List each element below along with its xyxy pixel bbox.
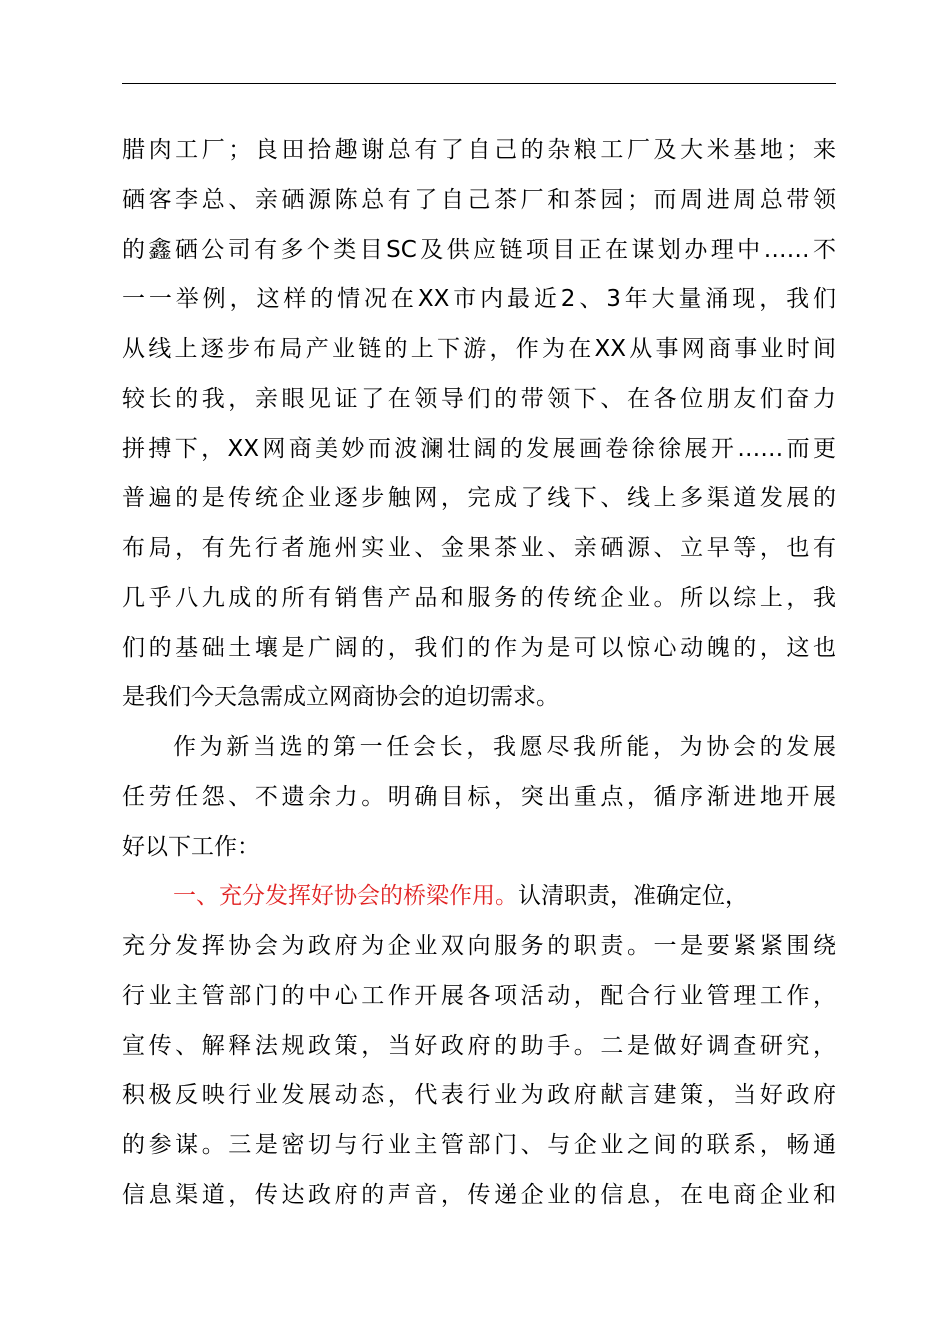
text-line: 拼搏下，XX网商美妙而波澜壮阔的发展画卷徐徐展开……而更 — [122, 435, 836, 462]
text-line: 一一举例，这样的情况在XX市内最近2、3年大量涌现，我们 — [122, 286, 836, 313]
text-line: 充分发挥协会为政府为企业双向服务的职责。一是要紧紧围绕 — [122, 933, 836, 959]
text-line: 几乎八九成的所有销售产品和服务的传统企业。所以综上，我 — [122, 584, 836, 611]
text-line: 任劳任怨、不遗余力。明确目标，突出重点，循序渐进地开展 — [122, 783, 836, 810]
document-body — [122, 126, 836, 1221]
text-line: 的鑫硒公司有多个类目SC及供应链项目正在谋划办理中……不 — [122, 236, 836, 263]
section-heading-rest: 认清职责，准确定位， — [518, 883, 748, 910]
text-line: 硒客李总、亲硒源陈总有了自己茶厂和茶园；而周进周总带领 — [122, 186, 836, 213]
text-line: 行业主管部门的中心工作开展各项活动，配合行业管理工作， — [122, 982, 836, 1009]
paragraph-first-line: 作为新当选的第一任会长，我愿尽我所能，为协会的发展 — [173, 734, 836, 760]
text-line: 信息渠道，传达政府的声音，传递企业的信息，在电商企业和 — [122, 1181, 836, 1208]
text-line: 普遍的是传统企业逐步触网，完成了线下、线上多渠道发展的 — [122, 485, 836, 512]
text-line: 布局，有先行者施州实业、金果茶业、亲硒源、立早等，也有 — [122, 535, 836, 561]
paragraph-end-line: 是我们今天急需成立网商协会的迫切需求。 — [122, 684, 559, 711]
text-line: 腊肉工厂；良田拾趣谢总有了自己的杂粮工厂及大米基地；来 — [122, 137, 836, 163]
text-line: 们的基础土壤是广阔的，我们的作为是可以惊心动魄的，这也 — [122, 634, 836, 661]
text-line: 积极反映行业发展动态，代表行业为政府献言建策，当好政府 — [122, 1082, 836, 1109]
text-line: 较长的我，亲眼见证了在领导们的带领下、在各位朋友们奋力 — [122, 385, 836, 412]
text-line: 的参谋。三是密切与行业主管部门、与企业之间的联系，畅通 — [122, 1132, 836, 1158]
header-rule — [122, 83, 836, 84]
paragraph-end-line: 好以下工作： — [122, 833, 260, 860]
text-line: 从线上逐步布局产业链的上下游，作为在XX从事网商事业时间 — [122, 336, 836, 362]
section-heading-line — [122, 872, 836, 922]
text-line: 宣传、解释法规政策，当好政府的助手。二是做好调查研究， — [122, 1032, 836, 1059]
section-heading: 一、充分发挥好协会的桥梁作用。 — [173, 883, 518, 910]
